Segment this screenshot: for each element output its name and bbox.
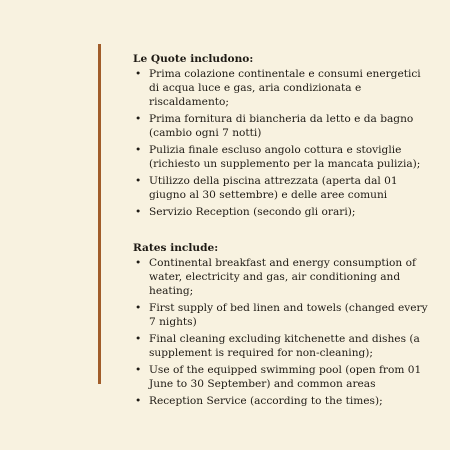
list-item: • Utilizzo della piscina attrezzata (aperta dal 01 giugno al 30 settembre) e delle aree comuni: [133, 174, 433, 202]
section-gap: [133, 222, 433, 241]
english-inclusions-list: [133, 256, 433, 408]
list-item: • First supply of bed linen and towels (changed every 7 nights): [133, 301, 433, 329]
list-item: • Use of the equipped swimming pool (open from 01 June to 30 September) and common areas: [133, 363, 433, 391]
italian-section-title: Le Quote includono:: [133, 53, 254, 65]
italian-inclusions-list: [133, 67, 433, 219]
english-section-title: Rates include:: [133, 242, 219, 254]
rates-content: [133, 52, 433, 411]
list-item: • Servizio Reception (secondo gli orari);: [133, 205, 433, 219]
list-item: • Prima fornitura di biancheria da letto e da bagno (cambio ogni 7 notti): [133, 112, 433, 140]
list-item: • Continental breakfast and energy consumption of water, electricity and gas, air conditioning and heating;: [133, 256, 433, 298]
accent-divider-bar: [98, 44, 101, 384]
list-item: • Pulizia finale escluso angolo cottura e stoviglie (richiesto un supplemento per la mancata pulizia);: [133, 143, 433, 171]
list-item: • Reception Service (according to the times);: [133, 394, 433, 408]
list-item: • Prima colazione continentale e consumi energetici di acqua luce e gas, aria condizionata e riscaldamento;: [133, 67, 433, 109]
list-item: • Final cleaning excluding kitchenette and dishes (a supplement is required for non-cleaning);: [133, 332, 433, 360]
